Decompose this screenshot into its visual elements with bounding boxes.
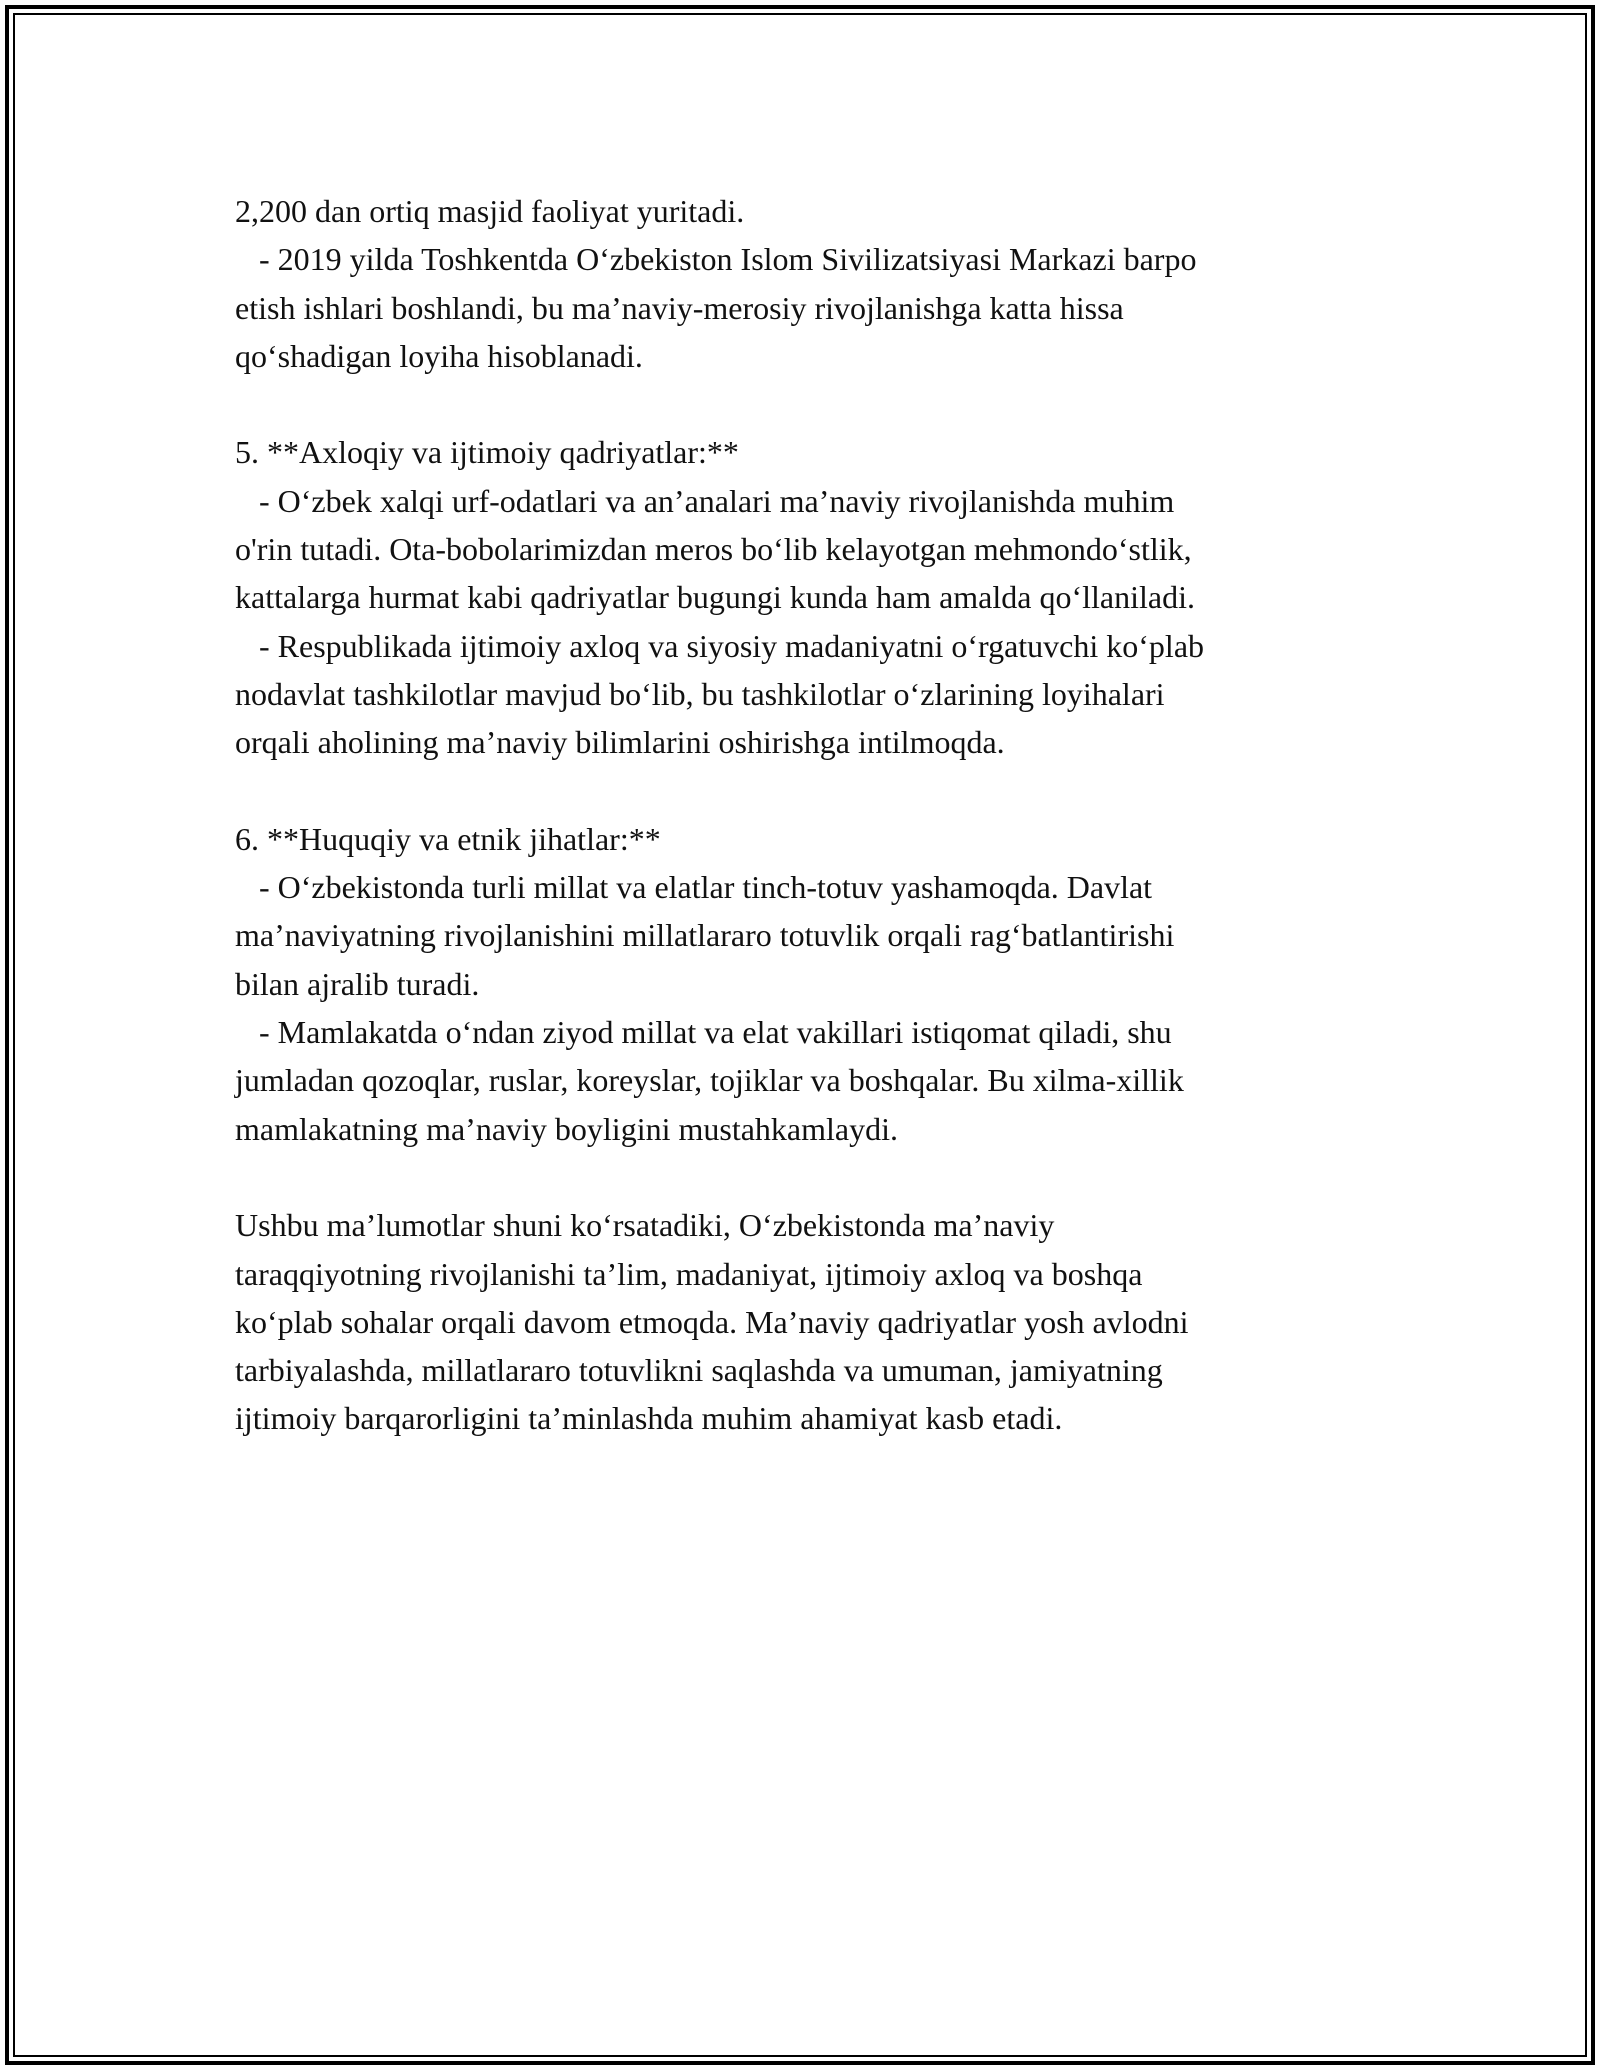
text-line: jumladan qozoqlar, ruslar, koreyslar, tojiklar va boshqalar. Bu xilma-xillik	[235, 1062, 1184, 1099]
section-6-legal-ethnic	[235, 815, 1385, 1153]
text-line: tarbiyalashda, millatlararo totuvlikni saqlashda va umuman, jamiyatning	[235, 1352, 1163, 1389]
text-line: - O‘zbek xalqi urf-odatlari va an’analari ma’naviy rivojlanishda muhim	[235, 482, 1175, 519]
text-line: - Respublikada ijtimoiy axloq va siyosiy madaniyatni o‘rgatuvchi ko‘plab	[235, 627, 1205, 664]
section-heading: 5. **Axloqiy va ijtimoiy qadriyatlar:**	[235, 434, 739, 471]
text-line: bilan ajralib turadi.	[235, 965, 480, 1002]
text-line: o'rin tutadi. Ota-bobolarimizdan meros bo‘lib kelayotgan mehmondo‘stlik,	[235, 531, 1192, 568]
blank-line	[235, 1153, 1385, 1201]
text-line: 2,200 dan ortiq masjid faoliyat yuritadi.	[235, 193, 745, 229]
text-line: - Mamlakatda o‘ndan ziyod millat va elat vakillari istiqomat qiladi, shu	[235, 1014, 1172, 1051]
text-line: etish ishlari boshlandi, bu ma’naviy-merosiy rivojlanishga katta hissa	[235, 289, 1124, 326]
paragraph-conclusion	[235, 1201, 1385, 1442]
section-heading: 6. **Huquqiy va etnik jihatlar:**	[235, 820, 661, 857]
section-5-moral-values	[235, 428, 1385, 766]
text-line: Ushbu ma’lumotlar shuni ko‘rsatadiki, O‘zbekistonda ma’naviy	[235, 1207, 1055, 1244]
paragraph-mosques	[235, 187, 1385, 380]
text-line: ijtimoiy barqarorligini ta’minlashda muhim ahamiyat kasb etadi.	[235, 1400, 1063, 1437]
document-body	[235, 187, 1385, 1443]
text-line: kattalarga hurmat kabi qadriyatlar bugungi kunda ham amalda qo‘llaniladi.	[235, 579, 1195, 616]
text-line: ma’naviyatning rivojlanishini millatlararo totuvlik orqali rag‘batlantirishi	[235, 917, 1175, 954]
text-line: taraqqiyotning rivojlanishi ta’lim, madaniyat, ijtimoiy axloq va boshqa	[235, 1255, 1143, 1292]
text-line: ko‘plab sohalar orqali davom etmoqda. Ma’naviy qadriyatlar yosh avlodni	[235, 1303, 1189, 1340]
text-line: nodavlat tashkilotlar mavjud bo‘lib, bu tashkilotlar o‘zlarining loyihalari	[235, 675, 1165, 712]
text-line: qo‘shadigan loyiha hisoblanadi.	[235, 337, 643, 374]
blank-line	[235, 380, 1385, 428]
text-line: mamlakatning ma’naviy boyligini mustahkamlaydi.	[235, 1110, 898, 1147]
text-line: orqali aholining ma’naviy bilimlarini oshirishga intilmoqda.	[235, 724, 1005, 761]
blank-line	[235, 767, 1385, 815]
text-line: - 2019 yilda Toshkentda O‘zbekiston Islom Sivilizatsiyasi Markazi barpo	[235, 241, 1197, 278]
text-line: - O‘zbekistonda turli millat va elatlar tinch-totuv yashamoqda. Davlat	[235, 869, 1153, 906]
